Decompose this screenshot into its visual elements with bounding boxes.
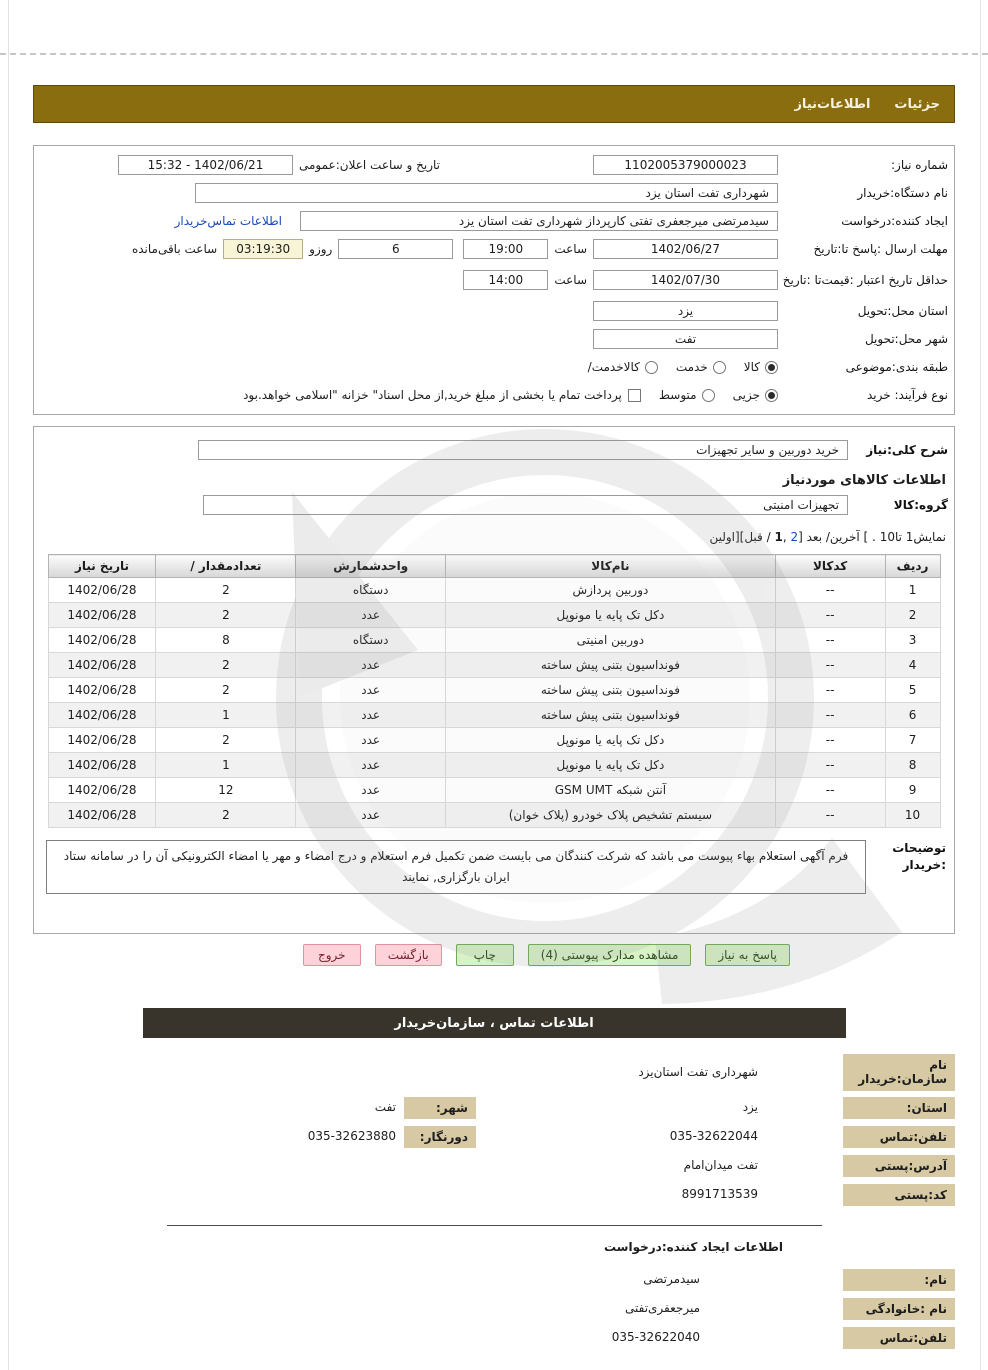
cell-qty: 2 <box>156 728 296 753</box>
process-type-row <box>40 381 948 409</box>
cell-qty: 12 <box>156 778 296 803</box>
creator-first-name-label: نام: <box>843 1269 955 1291</box>
cell-unit: عدد <box>296 603 446 628</box>
cell-qty: 2 <box>156 678 296 703</box>
print-button[interactable]: چاپ <box>456 944 514 966</box>
top-tab-bar <box>33 85 955 123</box>
creator-last-name-label: نام :خانوادگی <box>843 1298 955 1320</box>
deadline-hour-label: ساعت <box>554 242 587 256</box>
item-group-field[interactable]: تجهیزات امنیتی <box>203 495 848 515</box>
delivery-city-field[interactable]: تفت <box>593 329 778 349</box>
subject-category-label: طبقه بندی:موضوعی <box>845 359 948 374</box>
section-divider <box>167 1225 822 1226</box>
cell-qty: 2 <box>156 603 296 628</box>
buyer-org-row <box>40 179 948 207</box>
remaining-days-label: روزو <box>309 242 333 256</box>
cell-need-date: 1402/06/28 <box>48 753 156 778</box>
contact-city-label: شهر: <box>404 1097 476 1119</box>
cell-need-date: 1402/06/28 <box>48 653 156 678</box>
contact-address-label: آدرس:پستی <box>843 1155 955 1177</box>
col-unit: واحدشمارش <box>296 555 446 578</box>
province-city-row <box>33 1096 955 1120</box>
creator-info-heading: اطلاعات ایجاد کننده:درخواست <box>603 1239 783 1254</box>
process-type-label: نوع فرآیند: خرید <box>867 387 948 402</box>
cell-need-date: 1402/06/28 <box>48 678 156 703</box>
table-row <box>48 653 940 678</box>
overall-description-label: شرح کلی:نیاز <box>866 442 948 457</box>
cell-item-name: فونداسیون بتنی پیش ساخته <box>446 653 776 678</box>
cell-item-code: -- <box>775 628 885 653</box>
table-row <box>48 803 940 828</box>
cell-item-name: دکل تک پایه یا مونوپل <box>446 753 776 778</box>
cell-row-no: 5 <box>885 678 940 703</box>
creator-phone-label: تلفن:تماس <box>843 1327 955 1349</box>
cell-need-date: 1402/06/28 <box>48 578 156 603</box>
cell-row-no: 3 <box>885 628 940 653</box>
cell-need-date: 1402/06/28 <box>48 603 156 628</box>
postal-code-label: کد:پستی <box>843 1184 955 1206</box>
table-row <box>48 578 940 603</box>
delivery-province-row <box>40 297 948 325</box>
cell-item-code: -- <box>775 728 885 753</box>
creator-first-name-value: سیدمرتضی <box>643 1271 700 1286</box>
request-creator-label: ایجاد کننده:درخواست <box>841 213 948 228</box>
cell-row-no: 8 <box>885 753 940 778</box>
contact-phone-label: تلفن:تماس <box>843 1126 955 1148</box>
need-summary-box <box>33 145 955 415</box>
radio-service-label: خدمت <box>675 360 708 374</box>
item-group-label: گروه:کالا <box>893 497 948 512</box>
cell-row-no: 1 <box>885 578 940 603</box>
validity-time-field[interactable]: 14:00 <box>463 270 548 290</box>
deadline-date-field[interactable]: 1402/06/27 <box>593 239 778 259</box>
cell-item-name: دوربین پردازش <box>446 578 776 603</box>
request-creator-row <box>40 207 948 235</box>
cell-qty: 2 <box>156 653 296 678</box>
request-creator-field[interactable]: سیدمرتضی میرجعفری تفتی کارپرداز شهرداری تفت استان یزد <box>300 211 778 231</box>
cell-qty: 2 <box>156 578 296 603</box>
view-attachments-button[interactable]: مشاهده مدارک پیوستی (4) <box>528 944 692 966</box>
cell-row-no: 7 <box>885 728 940 753</box>
postal-code-value: 8991713539 <box>681 1186 758 1201</box>
cell-need-date: 1402/06/28 <box>48 778 156 803</box>
items-pagination <box>40 520 948 546</box>
cell-item-code: -- <box>775 578 885 603</box>
contact-phone-value: 035-32622044 <box>669 1128 758 1143</box>
contact-city-value: تفت <box>374 1099 396 1114</box>
radio-goods-service-label: کالاخدمت/ <box>587 360 640 374</box>
cell-item-name: آنتن شبکه GSM UMT <box>446 778 776 803</box>
cell-unit: عدد <box>296 753 446 778</box>
org-name-row <box>33 1054 955 1091</box>
tab-details[interactable]: جزئیات <box>894 96 940 112</box>
cell-qty: 1 <box>156 753 296 778</box>
cell-unit: دستگاه <box>296 628 446 653</box>
buyer-remarks-text: فرم آگهی استعلام بهاء پیوست می باشد که شرکت کنندگان می بایست ضمن تکمیل فرم استعلام و درج امضاء و مهر یا امضاء الکترونیکی آن را در سامانه ستاد ایران بارگزاری, نمایند <box>46 840 866 894</box>
cell-unit: عدد <box>296 703 446 728</box>
checkbox-treasury-payment[interactable] <box>628 389 641 402</box>
delivery-province-field[interactable]: یزد <box>593 301 778 321</box>
phone-fax-row <box>33 1125 955 1149</box>
cell-item-name: دکل تک پایه یا مونوپل <box>446 603 776 628</box>
creator-last-name-value: میرجعفری‌تفتی <box>625 1300 700 1315</box>
creator-phone-value: 035-32622040 <box>611 1329 700 1344</box>
postal-code-row <box>33 1183 955 1207</box>
pagination-text-prefix: نمایش1 تا10 . ] آخرین/ بعد [ <box>798 530 946 544</box>
creator-first-name-row <box>33 1268 955 1292</box>
cell-item-code: -- <box>775 653 885 678</box>
cell-unit: عدد <box>296 803 446 828</box>
cell-unit: عدد <box>296 728 446 753</box>
pagination-page-1-current[interactable]: 1 <box>774 530 783 544</box>
col-need-date: تاریخ نیاز <box>48 555 156 578</box>
cell-qty: 2 <box>156 803 296 828</box>
table-row <box>48 628 940 653</box>
radio-medium-purchase-label: متوسط <box>658 388 697 402</box>
table-row <box>48 678 940 703</box>
cell-row-no: 4 <box>885 653 940 678</box>
buyer-contact-section <box>33 1008 955 1355</box>
cell-unit: عدد <box>296 653 446 678</box>
buyer-org-label: نام دستگاه:خریدار <box>857 185 948 200</box>
page-edge-line-right <box>980 0 981 1370</box>
cell-need-date: 1402/06/28 <box>48 703 156 728</box>
items-table <box>48 554 941 828</box>
cell-qty: 8 <box>156 628 296 653</box>
address-row <box>33 1154 955 1178</box>
page-edge-line-left <box>8 0 9 1370</box>
buyer-remarks-label: توضیحات :خریدار <box>892 841 946 872</box>
contact-fax-value: 035-32623880 <box>307 1128 396 1143</box>
delivery-province-label: استان محل:تحویل <box>857 303 948 318</box>
delivery-city-label: شهر محل:تحویل <box>864 331 948 346</box>
col-item-code: کدکالا <box>775 555 885 578</box>
pagination-separator: , <box>782 530 791 544</box>
buyer-org-field[interactable]: شهرداری تفت استان یزد <box>195 183 778 203</box>
subject-category-row <box>40 353 948 381</box>
need-number-field[interactable]: 1102005379000023 <box>593 155 778 175</box>
cell-row-no: 9 <box>885 778 940 803</box>
cell-unit: دستگاه <box>296 578 446 603</box>
cell-item-code: -- <box>775 603 885 628</box>
radio-service[interactable] <box>713 361 726 374</box>
announce-datetime-label: تاریخ و ساعت اعلان:عمومی <box>298 158 440 172</box>
pagination-page-2-link[interactable]: 2 <box>790 530 799 544</box>
cell-row-no: 6 <box>885 703 940 728</box>
need-number-row <box>40 151 948 179</box>
cell-item-name: فونداسیون بتنی پیش ساخته <box>446 678 776 703</box>
org-name-value: شهرداری تفت استان‌یزد <box>638 1064 758 1079</box>
cell-unit: عدد <box>296 678 446 703</box>
cell-need-date: 1402/06/28 <box>48 803 156 828</box>
price-validity-row <box>40 263 948 297</box>
validity-date-field[interactable]: 1402/07/30 <box>593 270 778 290</box>
delivery-city-row <box>40 325 948 353</box>
buyer-contact-bar-title: اطلاعات تماس ، سازمان‌خریدار <box>143 1008 846 1038</box>
top-dotted-separator <box>0 53 988 55</box>
overall-description-row <box>40 435 948 465</box>
tab-need-info[interactable]: اطلاعات‌نیاز <box>794 96 871 112</box>
cell-item-code: -- <box>775 703 885 728</box>
item-group-row <box>40 490 948 520</box>
cell-unit: عدد <box>296 778 446 803</box>
cell-row-no: 2 <box>885 603 940 628</box>
validity-hour-label: ساعت <box>554 273 587 287</box>
price-validity-label: حداقل تاریخ اعتبار :قیمت‌تا :تاریخ <box>782 272 948 287</box>
table-row <box>48 603 940 628</box>
org-name-label: نام سازمان:خریدار <box>843 1054 955 1091</box>
radio-goods[interactable] <box>765 361 778 374</box>
countdown-timer: 03:19:30 <box>223 239 303 259</box>
cell-item-name: فونداسیون بتنی پیش ساخته <box>446 703 776 728</box>
creator-phone-row <box>33 1326 955 1350</box>
contact-fax-label: دورنگار: <box>404 1126 476 1148</box>
col-row-no: ردیف <box>885 555 940 578</box>
treasury-payment-note: پرداخت تمام یا بخشی از مبلغ خرید,از محل اسناد" خزانه "اسلامی خواهد.بود <box>243 388 622 402</box>
response-deadline-row <box>40 235 948 263</box>
radio-minor-purchase-label: جزیی <box>732 388 760 402</box>
table-row <box>48 728 940 753</box>
need-number-label: شماره نیاز: <box>891 157 948 172</box>
exit-button[interactable]: خروج <box>303 944 361 966</box>
buyer-remarks-row <box>40 828 948 894</box>
respond-to-need-button[interactable]: پاسخ به نیاز <box>705 944 790 966</box>
cell-item-code: -- <box>775 753 885 778</box>
cell-item-code: -- <box>775 678 885 703</box>
cell-item-name: سیستم تشخیص پلاک خودرو (پلاک خوان) <box>446 803 776 828</box>
cell-qty: 1 <box>156 703 296 728</box>
creator-last-name-row <box>33 1297 955 1321</box>
cell-row-no: 10 <box>885 803 940 828</box>
announce-datetime-field[interactable]: 15:32 - 1402/06/21 <box>118 155 293 175</box>
table-row <box>48 703 940 728</box>
table-row <box>48 753 940 778</box>
radio-goods-label: کالا <box>743 360 760 374</box>
cell-need-date: 1402/06/28 <box>48 628 156 653</box>
items-table-header-row <box>48 555 940 578</box>
need-items-box <box>33 426 955 934</box>
cell-item-name: دوربین امنیتی <box>446 628 776 653</box>
deadline-time-field[interactable]: 19:00 <box>463 239 548 259</box>
actions-row <box>33 944 955 966</box>
contact-address-value: تفت میدان‌امام <box>683 1157 758 1172</box>
radio-medium-purchase[interactable] <box>702 389 715 402</box>
items-section-heading: اطلاعات کالاهای موردنیاز <box>782 473 946 488</box>
table-row <box>48 778 940 803</box>
back-button[interactable]: بازگشت <box>375 944 442 966</box>
remaining-hours-label: ساعت باقی‌مانده <box>131 242 218 256</box>
pagination-text-suffix: / قبل][اولین <box>709 530 775 544</box>
radio-minor-purchase[interactable] <box>765 389 778 402</box>
col-item-name: نام‌کالا <box>446 555 776 578</box>
overall-description-field[interactable]: خرید دوربین و سایر تجهیزات <box>198 440 848 460</box>
col-qty: تعدادمقدار / <box>156 555 296 578</box>
buyer-contact-link[interactable]: اطلاعات تماس‌خریدار <box>174 214 282 228</box>
remaining-days-field[interactable]: 6 <box>338 239 453 259</box>
radio-goods-service[interactable] <box>645 361 658 374</box>
cell-item-code: -- <box>775 803 885 828</box>
contact-province-value: یزد <box>742 1099 758 1114</box>
cell-item-code: -- <box>775 778 885 803</box>
cell-need-date: 1402/06/28 <box>48 728 156 753</box>
response-deadline-label: مهلت ارسال :پاسخ تا:تاریخ <box>813 241 948 256</box>
cell-item-name: دکل تک پایه یا مونوپل <box>446 728 776 753</box>
contact-province-label: استان: <box>843 1097 955 1119</box>
